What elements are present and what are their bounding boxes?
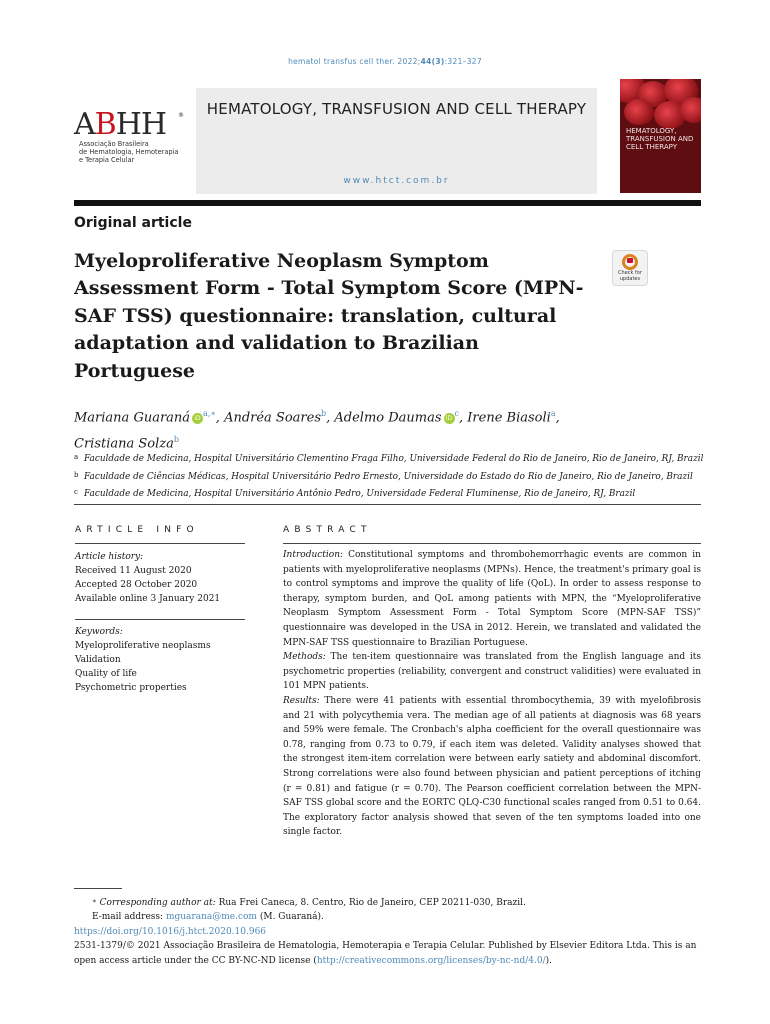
- footnote-divider: [74, 888, 122, 889]
- abhh-logo-sub-1: Associação Brasileira: [79, 140, 149, 148]
- author-affiliation-mark[interactable]: a: [550, 409, 556, 418]
- keyword-item: Validation: [75, 655, 121, 666]
- keywords-label: Keywords:: [75, 627, 123, 637]
- abstract-heading: ABSTRACT: [283, 525, 372, 535]
- history-accepted: Accepted 28 October 2020: [75, 580, 198, 591]
- doi-link[interactable]: https://doi.org/10.1016/j.htct.2020.10.966: [74, 926, 267, 937]
- affiliation-item: c Faculdade de Medicina, Hospital Universitário Antônio Pedro, Universidade Federal Fluminense, Rio de Janeiro, RJ, Brazil: [74, 488, 636, 499]
- cover-title: HEMATOLOGY, TRANSFUSION AND CELL THERAPY: [626, 127, 694, 151]
- affiliation-item: a Faculdade de Medicina, Hospital Universitário Clementino Fraga Filho, Universidade Federal do Rio de Janeiro, Rio de Janeiro, RJ, Brazil: [74, 453, 704, 464]
- article-title: Myeloproliferative Neoplasm Symptom Assessment Form - Total Symptom Score (MPN-SAF TSS) questionnaire: translation, cultural adaptation and validation to Brazilian Portuguese: [74, 250, 584, 382]
- email-note: E-mail address: mguarana@me.com (M. Guaraná).: [92, 912, 324, 923]
- header-divider: [74, 200, 701, 206]
- author-name: Adelmo Daumas: [334, 410, 442, 426]
- journal-title: HEMATOLOGY, TRANSFUSION AND CELL THERAPY: [206, 100, 587, 118]
- license-link[interactable]: http://creativecommons.org/licenses/by-nc-nd/4.0/: [316, 955, 546, 966]
- abhh-logo-sub-3: e Terapia Celular: [79, 156, 135, 164]
- article-history-label: Article history:: [75, 552, 144, 562]
- affiliations-divider: [74, 504, 701, 505]
- abhh-logo: ABHH ® Associação Brasileira de Hematologia, Hemoterapia e Terapia Celular: [74, 107, 184, 164]
- affiliation-item: b Faculdade de Ciências Médicas, Hospital Universitário Pedro Ernesto, Universidade do Estado do Rio de Janeiro, Rio de Janeiro, Brazil: [74, 470, 693, 482]
- abstract-divider: [283, 543, 701, 544]
- history-divider: [75, 619, 245, 620]
- check-for-updates-badge[interactable]: Check for updates: [612, 250, 648, 286]
- author-affiliation-mark[interactable]: b: [173, 435, 179, 445]
- journal-cover-image: [620, 79, 701, 193]
- running-head-volume: 44(3): [420, 57, 445, 66]
- author-name: Irene Biasoli: [467, 410, 551, 426]
- history-online: Available online 3 January 2021: [75, 594, 221, 605]
- author-name: Cristiana Solza: [74, 436, 174, 452]
- author-name: Mariana Guaraná: [74, 410, 191, 426]
- keyword-item: Myeloproliferative neoplasms: [75, 641, 211, 652]
- article-info-divider: [75, 543, 245, 544]
- orcid-icon[interactable]: iD: [192, 413, 203, 424]
- article-history: [75, 550, 245, 606]
- author-name: Andréa Soares: [224, 410, 321, 426]
- abhh-logo-sub-2: de Hematologia, Hemoterapia: [79, 148, 179, 156]
- abstract-introduction: Introduction: Constitutional symptoms and thrombohemorrhagic events are common in patients with myeloproliferative neoplasms (MPNs). Hence, the treatment's primary goal is to control symptoms and improve the quality of life (QoL). In order to assess response to therapy, symptom burden, and QoL among patients with MPN, the “Myeloproliferative Neoplasm Symptom Assessment Form - Total Symptom Score (MPN-SAF TSS)” questionnaire was developed in the USA in 2012. Herein, we translated and validated the MPN-SAF TSS questionnaire to Brazilian Portuguese.: [283, 550, 701, 648]
- article-type: Original article: [74, 215, 192, 231]
- running-head-journal: hematol transfus cell ther.: [288, 57, 395, 66]
- abstract-methods: Methods: The ten-item questionnaire was translated from the English language and its psychometric properties (reliability, convergent and construct validities) were evaluated in 101 MPN patients.: [283, 652, 701, 692]
- journal-banner: [196, 88, 597, 194]
- running-head-pages: :321–327: [444, 57, 482, 66]
- abstract-body: [283, 548, 701, 840]
- email-link[interactable]: mguarana@me.com: [165, 912, 257, 923]
- abhh-logo-mark: ABHH: [74, 107, 167, 142]
- keyword-item: Quality of life: [75, 669, 137, 680]
- author-affiliation-mark[interactable]: c: [454, 409, 460, 418]
- orcid-icon[interactable]: iD: [444, 413, 455, 424]
- abstract-results: Results: There were 41 patients with essential thrombocythemia, 39 with myelofibrosis and 21 with polycythemia vera. The median age of all patients at diagnosis was 68 years and 59% were female. The Cronbach's alpha coefficient for the overall questionnaire was 0.78, ranging from 0.73 to 0.79, if each item was deleted. Validity analyses showed that the strongest item-item correlation were between early satiety and abdominal discomfort. Strong correlations were also found between physician and patient perceptions of itching (r = 0.81) and fatigue (r = 0.70). The Pearson coefficient correlation between the MPN-SAF TSS global score and the EORTC QLQ-C30 functional scales ranged from 0.51 to 0.64. The exploratory factor analysis showed that seven of the ten symptoms loaded into one single factor.: [283, 695, 701, 838]
- author-affiliation-mark[interactable]: a,∗: [203, 409, 216, 418]
- footnotes: [74, 894, 702, 968]
- running-head-year: 2022;: [397, 57, 421, 66]
- affiliations: [74, 450, 704, 503]
- author-list: Mariana Guaraná $iD^{a,∗}$, Andréa Soares$^b$, Adelmo Daumas $iD^c$, Irene Biasoli$^a$, Cristiana Solza$^b$: [74, 409, 560, 452]
- running-head: [0, 57, 770, 66]
- keywords: [75, 625, 245, 695]
- license-note: 2531-1379/© 2021 Associação Brasileira de Hematologia, Hemoterapia e Terapia Celular. Published by Elsevier Editora Ltda. This is an open access article under the CC BY-NC-ND license (http://creativecommons.org/licenses/by-nc-nd/4.0/).: [74, 941, 697, 966]
- article-info-heading: ARTICLE INFO: [75, 525, 199, 535]
- keyword-item: Psychometric properties: [75, 683, 187, 694]
- author-affiliation-mark[interactable]: b: [321, 409, 327, 418]
- journal-url[interactable]: www.htct.com.br: [343, 176, 450, 186]
- history-received: Received 11 August 2020: [75, 566, 192, 577]
- corresponding-author-note: ∗ Corresponding author at: Rua Frei Caneca, 8. Centro, Rio de Janeiro, CEP 20211-030, Brazil.: [92, 897, 526, 908]
- check-for-updates-icon: [622, 254, 638, 270]
